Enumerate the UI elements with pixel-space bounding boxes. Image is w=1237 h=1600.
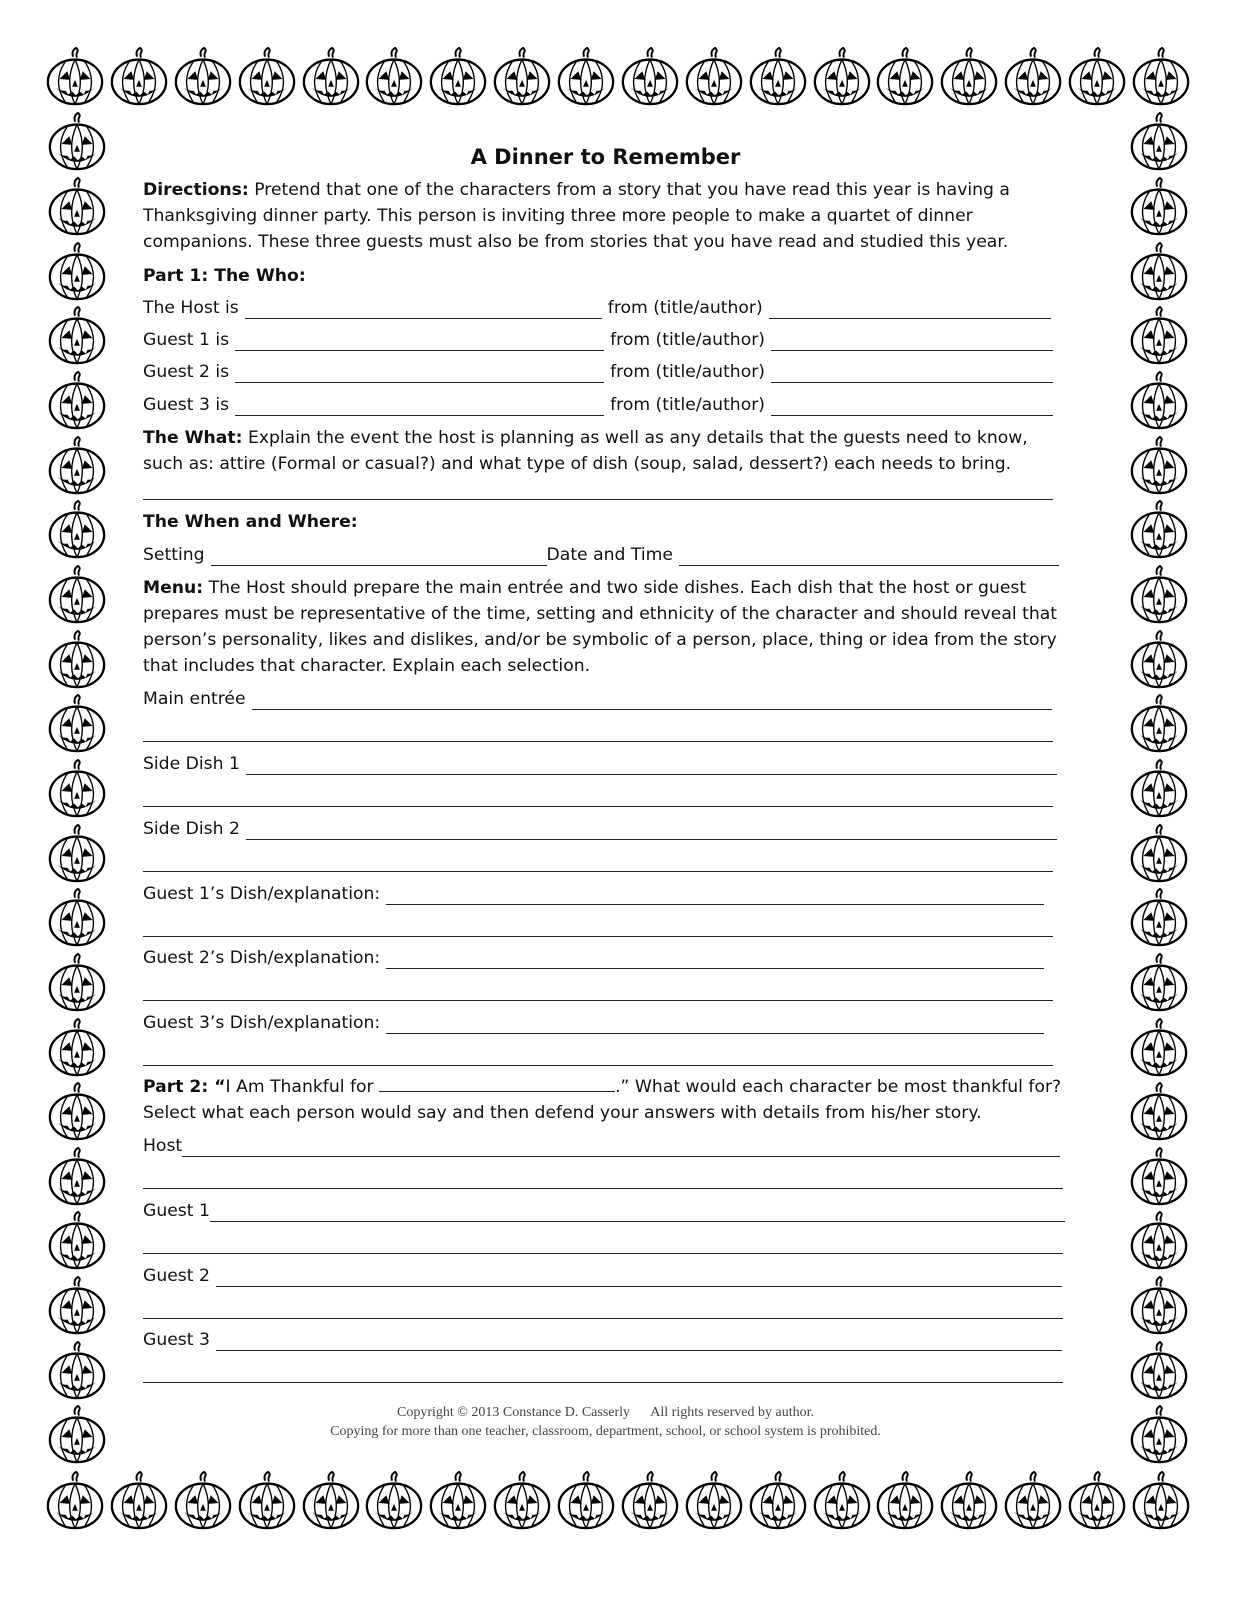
host-source-blank[interactable]	[769, 301, 1051, 319]
part2-host-blank[interactable]	[182, 1139, 1060, 1157]
part2-guest3-line-2[interactable]	[143, 1382, 1063, 1383]
part2-guest2-row	[143, 1265, 1062, 1287]
setting-row	[143, 544, 1059, 566]
guest1-blank[interactable]	[235, 333, 604, 351]
directions-label: Directions:	[143, 180, 249, 200]
menu-directions	[143, 575, 1068, 679]
guest2-blank[interactable]	[235, 365, 604, 383]
pumpkin-icon	[491, 46, 553, 108]
pumpkin-icon	[46, 111, 108, 173]
pumpkin-icon	[1002, 46, 1064, 108]
pumpkin-icon	[46, 823, 108, 885]
pumpkin-icon	[811, 1470, 873, 1532]
pumpkin-icon	[1002, 1470, 1064, 1532]
copyright-line-1: Copyright © 2013 Constance D. Casserly All rights reserved by author.	[397, 1405, 814, 1420]
pumpkin-icon	[1128, 1210, 1190, 1272]
host-from-label: from (title/author)	[607, 298, 763, 318]
main-entree-row	[143, 688, 1052, 710]
pumpkin-icon	[1128, 693, 1190, 755]
guest1-row	[143, 329, 1053, 351]
pumpkin-icon	[1130, 1470, 1192, 1532]
page-title: A Dinner to Remember	[470, 145, 741, 169]
part2-text-a: I Am Thankful for	[225, 1077, 374, 1097]
guest3-label: Guest 3 is	[143, 395, 230, 415]
part2-guest2-label: Guest 2	[143, 1266, 210, 1286]
date-time-label: Date and Time	[546, 545, 673, 565]
part2-guest1-label: Guest 1	[143, 1201, 210, 1221]
guest3-dish-row	[143, 1012, 1044, 1034]
pumpkin-icon	[363, 46, 425, 108]
pumpkin-icon	[874, 46, 936, 108]
date-time-blank[interactable]	[679, 548, 1059, 566]
directions-text: Pretend that one of the characters from a story that you have read this year is having a Thanksgiving dinner party. This person is inviting three more people to make a quartet of dinner companions. These three guests must also be from stories that you have read and studied this year.	[143, 180, 1010, 252]
pumpkin-icon	[46, 1081, 108, 1143]
pumpkin-icon	[619, 46, 681, 108]
pumpkin-icon	[236, 46, 298, 108]
setting-label: Setting	[143, 545, 205, 565]
pumpkin-icon	[46, 758, 108, 820]
host-label: The Host is	[143, 298, 239, 318]
pumpkin-icon	[811, 46, 873, 108]
pumpkin-icon	[1128, 887, 1190, 949]
pumpkin-icon	[300, 46, 362, 108]
pumpkin-icon	[1128, 1081, 1190, 1143]
setting-blank[interactable]	[211, 548, 547, 566]
part2-text-b: .” What would each character be most thankful for? Select what each person would say and then defend your answers with details from his/her story.	[143, 1077, 1062, 1123]
pumpkin-icon	[46, 887, 108, 949]
pumpkin-icon	[491, 1470, 553, 1532]
guest2-dish-line-2[interactable]	[143, 1000, 1053, 1001]
pumpkin-icon	[1066, 46, 1128, 108]
pumpkin-icon	[46, 1017, 108, 1079]
side-dish-2-line-2[interactable]	[143, 871, 1053, 872]
pumpkin-icon	[46, 499, 108, 561]
pumpkin-icon	[1128, 823, 1190, 885]
copyright-line-2: Copying for more than one teacher, classroom, department, school, or school system is prohibited.	[330, 1424, 881, 1439]
pumpkin-icon	[172, 46, 234, 108]
guest1-dish-row	[143, 883, 1044, 905]
the-what-label: The What:	[143, 428, 243, 448]
pumpkin-icon	[108, 1470, 170, 1532]
host-row	[143, 297, 1051, 319]
guest1-dish-line-2[interactable]	[143, 936, 1053, 937]
part2-host-row	[143, 1135, 1060, 1157]
pumpkin-icon	[555, 46, 617, 108]
menu-label: Menu:	[143, 578, 204, 598]
guest3-row	[143, 394, 1053, 416]
main-entree-label: Main entrée	[143, 689, 246, 709]
pumpkin-icon	[938, 46, 1000, 108]
guest3-dish-label: Guest 3’s Dish/explanation:	[143, 1013, 381, 1033]
guest2-dish-row	[143, 947, 1044, 969]
part2-guest1-blank[interactable]	[210, 1204, 1065, 1222]
guest2-label: Guest 2 is	[143, 362, 230, 382]
pumpkin-icon	[427, 46, 489, 108]
guest3-from-label: from (title/author)	[610, 395, 765, 415]
part2-guest2-line-2[interactable]	[143, 1318, 1063, 1319]
menu-text: The Host should prepare the main entrée and two side dishes. Each dish that the host or guest prepares must be representative of the time, setting and ethnicity of the character and should reveal that person’s personality, likes and dislikes, and/or be symbolic of a person, place, thing or idea from the story that includes that character. Explain each selection.	[143, 578, 1058, 676]
pumpkin-icon	[1128, 305, 1190, 367]
pumpkin-icon	[236, 1470, 298, 1532]
pumpkin-icon	[1128, 629, 1190, 691]
directions	[143, 177, 1068, 255]
copyright	[143, 1403, 1068, 1441]
main-entree-line-2[interactable]	[143, 741, 1053, 742]
pumpkin-icon	[683, 1470, 745, 1532]
pumpkin-icon	[44, 1470, 106, 1532]
side-dish-1-line-2[interactable]	[143, 806, 1053, 807]
pumpkin-icon	[46, 305, 108, 367]
guest3-dish-line-2[interactable]	[143, 1065, 1053, 1066]
pumpkin-icon	[46, 1275, 108, 1337]
pumpkin-icon	[172, 1470, 234, 1532]
part2-guest1-line-2[interactable]	[143, 1253, 1063, 1254]
guest1-label: Guest 1 is	[143, 330, 230, 350]
pumpkin-icon	[46, 241, 108, 303]
main-entree-blank[interactable]	[252, 692, 1052, 710]
pumpkin-icon	[555, 1470, 617, 1532]
pumpkin-icon	[1128, 1340, 1190, 1402]
part2-guest3-row	[143, 1329, 1062, 1351]
pumpkin-icon	[46, 1340, 108, 1402]
border-top	[44, 44, 1192, 110]
pumpkin-icon	[46, 1146, 108, 1208]
pumpkin-icon	[46, 435, 108, 497]
pumpkin-icon	[1128, 111, 1190, 173]
border-bottom	[44, 1468, 1192, 1534]
pumpkin-icon	[46, 952, 108, 1014]
pumpkin-icon	[1128, 1017, 1190, 1079]
pumpkin-icon	[1128, 435, 1190, 497]
pumpkin-icon	[1128, 1404, 1190, 1466]
the-what	[143, 425, 1068, 477]
guest1-dish-blank[interactable]	[386, 887, 1044, 905]
pumpkin-icon	[1128, 952, 1190, 1014]
pumpkin-icon	[300, 1470, 362, 1532]
pumpkin-icon	[747, 1470, 809, 1532]
side-dish-2-blank[interactable]	[246, 822, 1057, 840]
pumpkin-icon	[938, 1470, 1000, 1532]
pumpkin-icon	[46, 176, 108, 238]
pumpkin-icon	[46, 693, 108, 755]
guest2-dish-label: Guest 2’s Dish/explanation:	[143, 948, 381, 968]
pumpkin-icon	[1128, 758, 1190, 820]
pumpkin-icon	[1128, 499, 1190, 561]
guest2-row	[143, 361, 1053, 383]
pumpkin-icon	[619, 1470, 681, 1532]
pumpkin-icon	[1130, 46, 1192, 108]
pumpkin-icon	[747, 46, 809, 108]
border-left	[44, 110, 110, 1468]
pumpkin-icon	[1128, 564, 1190, 626]
pumpkin-icon	[46, 629, 108, 691]
guest2-dish-blank[interactable]	[386, 951, 1044, 969]
side-dish-2-label: Side Dish 2	[143, 819, 240, 839]
pumpkin-icon	[427, 1470, 489, 1532]
when-where-heading: The When and Where:	[143, 512, 358, 532]
pumpkin-icon	[683, 46, 745, 108]
pumpkin-icon	[1128, 1275, 1190, 1337]
guest3-dish-blank[interactable]	[386, 1016, 1044, 1034]
part2-label: Part 2: “	[143, 1077, 226, 1097]
pumpkin-icon	[874, 1470, 936, 1532]
pumpkin-icon	[1128, 370, 1190, 432]
guest1-dish-label: Guest 1’s Dish/explanation:	[143, 884, 381, 904]
part2-prompt	[143, 1074, 1068, 1126]
pumpkin-icon	[363, 1470, 425, 1532]
pumpkin-icon	[1128, 1146, 1190, 1208]
side-dish-2-row	[143, 818, 1057, 840]
pumpkin-icon	[44, 46, 106, 108]
pumpkin-icon	[1128, 176, 1190, 238]
part2-host-label: Host	[143, 1136, 183, 1156]
part2-guest2-blank[interactable]	[216, 1269, 1062, 1287]
pumpkin-icon	[1066, 1470, 1128, 1532]
pumpkin-icon	[1128, 241, 1190, 303]
thankful-blank[interactable]	[379, 1074, 615, 1092]
pumpkin-icon	[46, 370, 108, 432]
part2-host-line-2[interactable]	[143, 1188, 1063, 1189]
host-blank[interactable]	[245, 301, 602, 319]
guest2-source-blank[interactable]	[771, 365, 1053, 383]
guest2-from-label: from (title/author)	[610, 362, 765, 382]
pumpkin-icon	[108, 46, 170, 108]
side-dish-1-blank[interactable]	[246, 757, 1057, 775]
part2-guest3-label: Guest 3	[143, 1330, 210, 1350]
the-what-text: Explain the event the host is planning as well as any details that the guests need to know, such as: attire (Formal or casual?) and what type of dish (soup, salad, dessert?) each needs to bring.	[143, 428, 1028, 474]
guest3-source-blank[interactable]	[771, 398, 1053, 416]
pumpkin-icon	[46, 1210, 108, 1272]
part1-heading: Part 1: The Who:	[143, 266, 306, 286]
side-dish-1-row	[143, 753, 1057, 775]
pumpkin-icon	[46, 1404, 108, 1466]
pumpkin-icon	[46, 564, 108, 626]
border-right	[1126, 110, 1192, 1468]
the-what-answer-line[interactable]	[143, 499, 1053, 500]
guest3-blank[interactable]	[235, 398, 604, 416]
part2-guest1-row	[143, 1200, 1065, 1222]
part2-guest3-blank[interactable]	[216, 1333, 1062, 1351]
guest1-from-label: from (title/author)	[610, 330, 765, 350]
side-dish-1-label: Side Dish 1	[143, 754, 240, 774]
guest1-source-blank[interactable]	[771, 333, 1053, 351]
